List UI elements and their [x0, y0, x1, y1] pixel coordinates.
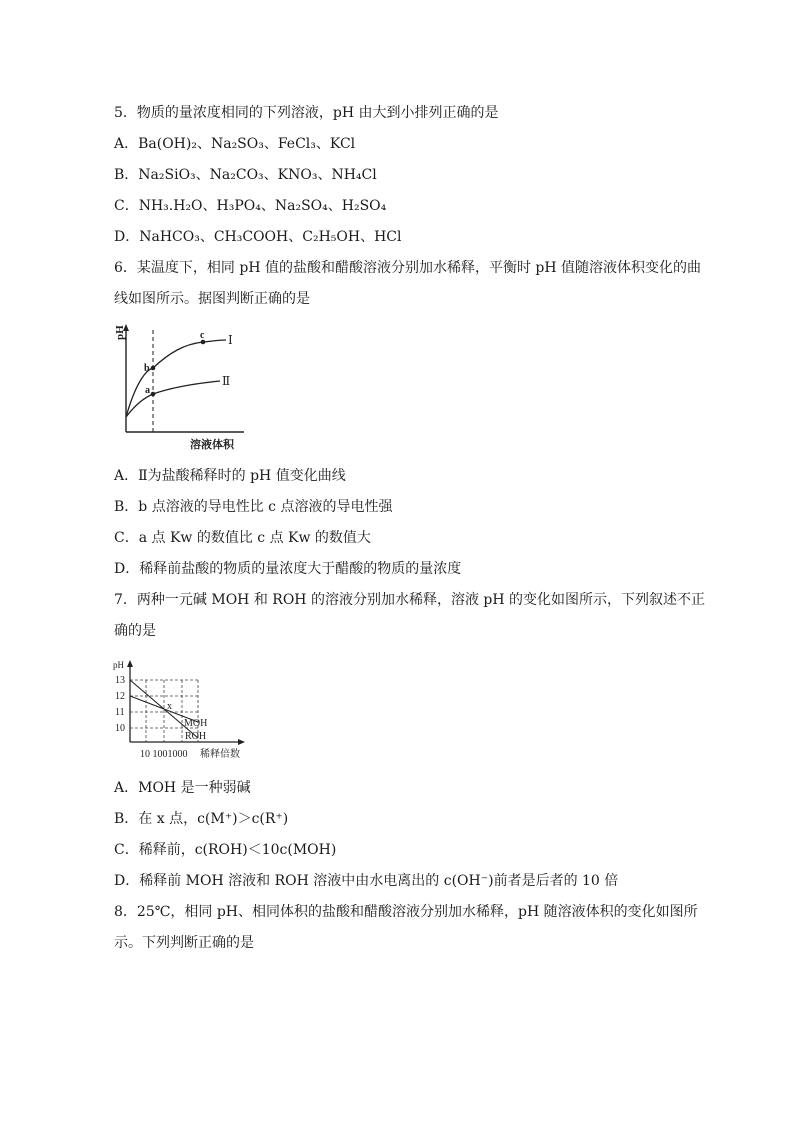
q7-y-tick: 13 — [115, 675, 125, 686]
q7-x-ticks: 10 1001000 — [140, 749, 188, 760]
q6-curve-2-label: Ⅱ — [222, 374, 231, 388]
q6-label-b: b — [144, 363, 150, 374]
q7-option-d: D．稀释前 MOH 溶液和 ROH 溶液中由水电离出的 c(OH⁻)前者是后者的 10 倍 — [114, 873, 619, 889]
q5-option-a: A．Ba(OH)₂、Na₂SO₃、FeCl₃、KCl — [114, 136, 356, 152]
q6-label-c: c — [200, 330, 205, 341]
q6-curve-2 — [126, 381, 220, 417]
q6-label-a: a — [145, 385, 150, 396]
q7-x-arrow — [238, 739, 245, 745]
q6-option-a: A．Ⅱ为盐酸稀释时的 pH 值变化曲线 — [114, 468, 346, 484]
q7-roh-label: ROH — [185, 731, 207, 742]
q5-option-d: D．NaHCO₃、CH₃COOH、C₂H₅OH、HCl — [114, 229, 402, 245]
q7-y-label: pH — [113, 660, 124, 670]
q5-stem: 5．物质的量浓度相同的下列溶液，pH 由大到小排列正确的是 — [114, 105, 499, 121]
q8-stem-line1: 8．25℃，相同 pH、相同体积的盐酸和醋酸溶液分别加水稀释，pH 随溶液体积的变化如图所 — [114, 904, 698, 920]
q7-y-tick: 10 — [115, 723, 125, 734]
q6-point-b-dot — [151, 366, 156, 371]
q6-figure — [110, 322, 250, 454]
q5-option-b: B．Na₂SiO₃、Na₂CO₃、KNO₃、NH₄Cl — [114, 167, 377, 183]
q6-stem-line2: 线如图所示。据图判断正确的是 — [114, 291, 310, 307]
q6-curve-1-label: Ⅰ — [228, 333, 233, 347]
q6-option-b: B．b 点溶液的导电性比 c 点溶液的导电性强 — [114, 499, 393, 515]
q7-option-c: C．稀释前，c(ROH)＜10c(MOH) — [114, 842, 337, 858]
q6-x-label: 溶液体积 — [190, 439, 234, 451]
q7-point-x-label: x — [167, 701, 172, 712]
q7-y-tick: 11 — [115, 707, 125, 718]
q6-stem-line1: 6．某温度下，相同 pH 值的盐酸和醋酸溶液分别加水稀释，平衡时 pH 值随溶液体积变化的曲 — [114, 260, 702, 276]
q6-curve-1 — [126, 340, 226, 417]
q7-moh-label: MOH — [184, 718, 208, 729]
q7-stem-line1: 7．两种一元碱 MOH 和 ROH 的溶液分别加水稀释，溶液 pH 的变化如图所示，下列叙述不正 — [114, 592, 706, 608]
q7-y-arrow — [127, 660, 133, 667]
q7-x-label: 稀释倍数 — [200, 749, 240, 760]
q6-option-d: D．稀释前盐酸的物质的量浓度大于醋酸的物质的量浓度 — [114, 561, 462, 577]
q6-y-label: pH — [114, 325, 126, 340]
q6-point-a-dot — [151, 392, 156, 397]
q8-stem-line2: 示。下列判断正确的是 — [114, 935, 254, 951]
q7-option-a: A．MOH 是一种弱碱 — [114, 780, 251, 796]
q6-option-c: C．a 点 Kw 的数值比 c 点 Kw 的数值大 — [114, 530, 371, 546]
q7-stem-line2: 确的是 — [114, 623, 156, 639]
q7-y-tick: 12 — [115, 691, 125, 702]
q7-figure — [110, 656, 250, 764]
q5-option-c: C．NH₃.H₂O、H₃PO₄、Na₂SO₄、H₂SO₄ — [114, 198, 387, 214]
q7-option-b: B．在 x 点，c(M⁺)＞c(R⁺) — [114, 811, 289, 827]
